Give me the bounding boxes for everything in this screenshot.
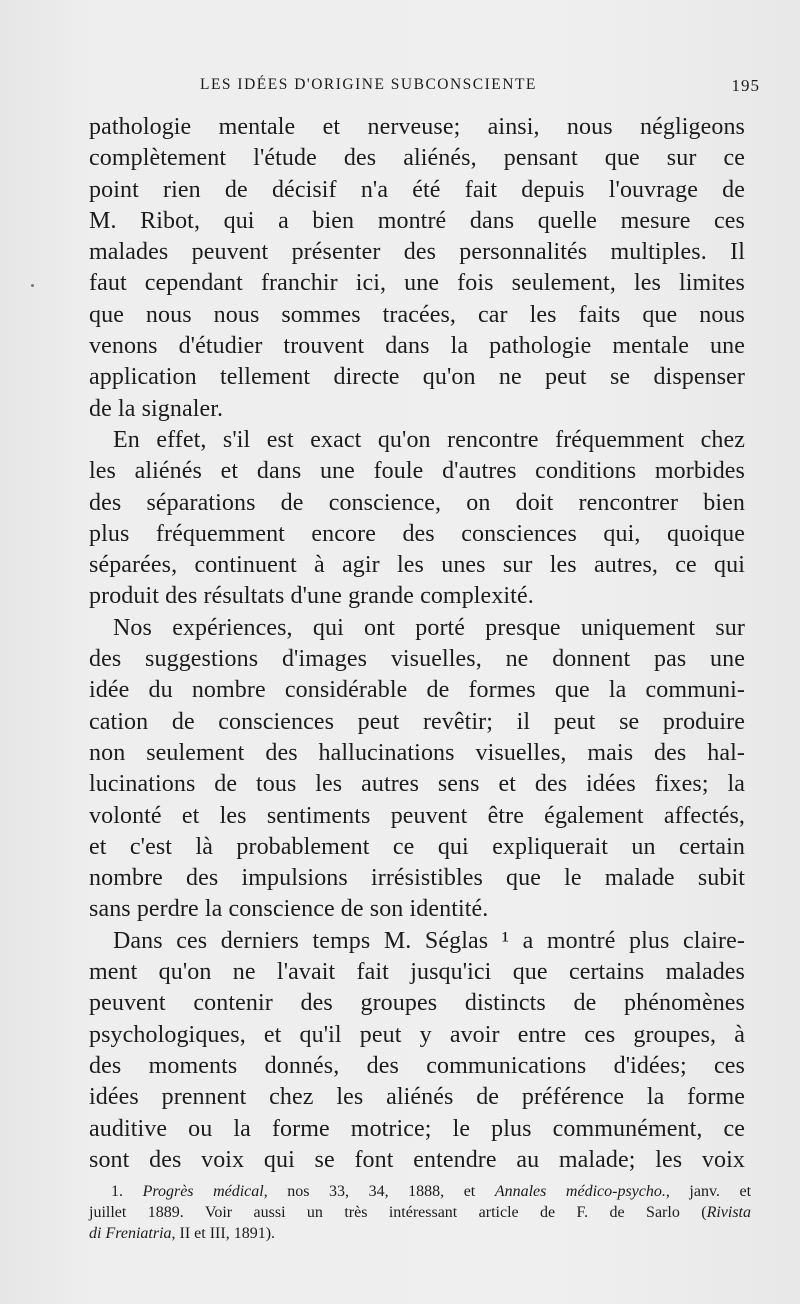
footnote-line: [89, 1223, 751, 1244]
footnote-line: [89, 1181, 751, 1202]
footnotes: [89, 1181, 751, 1244]
text-line: et c'est là probablement ce qui expliquerait un certain: [89, 833, 745, 860]
text-line: ment qu'on ne l'avait fait jusqu'ici que certains malades: [89, 959, 745, 986]
text-line: auditive ou la forme motrice; le plus communément, ce: [89, 1115, 745, 1142]
text-line: plus fréquemment encore des consciences qui, quoique: [89, 520, 745, 547]
footnote-text: , janv. et: [665, 1183, 752, 1200]
text-line: des suggestions d'images visuelles, ne donnent pas une: [89, 646, 745, 673]
text-line: idées prennent chez les aliénés de préférence la forme: [89, 1084, 745, 1111]
text-line: application tellement directe qu'on ne peut se dispenser: [89, 364, 745, 391]
text-line: séparées, continuent à agir les unes sur les autres, ce qui: [89, 552, 745, 579]
text-line: M. Ribot, qui a bien montré dans quelle mesure ces: [89, 207, 745, 234]
text-line: idée du nombre considérable de formes que la communi-: [89, 677, 745, 704]
footnote-journal: Rivista: [706, 1204, 751, 1221]
text-line: malades peuvent présenter des personnalités multiples. Il: [89, 239, 745, 266]
text-line: des moments donnés, des communications d'idées; ces: [89, 1052, 745, 1079]
text-line: sont des voix qui se font entendre au malade; les voix: [89, 1146, 745, 1173]
text-line: Dans ces derniers temps M. Séglas ¹ a montré plus claire-: [113, 927, 745, 954]
text-line: peuvent contenir des groupes distincts de phénomènes: [89, 990, 745, 1017]
footnote-text: , II et III, 1891).: [171, 1225, 276, 1242]
footnote-text: juillet 1889. Voir aussi un très intéressant article de F. de Sarlo (: [89, 1204, 707, 1221]
text-line: point rien de décisif n'a été fait depuis l'ouvrage de: [89, 176, 745, 203]
footnote-journal: di Freniatria: [89, 1225, 172, 1242]
text-line: de la signaler.: [89, 395, 224, 422]
text-line: que nous nous sommes tracées, car les faits que nous: [89, 301, 745, 328]
text-line: produit des résultats d'une grande complexité.: [89, 583, 534, 610]
text-line: les aliénés et dans une foule d'autres conditions morbides: [89, 458, 745, 485]
text-line: psychologiques, et qu'il peut y avoir entre ces groupes, à: [89, 1021, 745, 1048]
footnote-journal: Progrès médical: [142, 1183, 264, 1200]
text-line: sans perdre la conscience de son identité.: [89, 896, 489, 923]
text-line: volonté et les sentiments peuvent être également affectés,: [89, 802, 745, 829]
footnote-line: [89, 1202, 751, 1223]
text-line: lucinations de tous les autres sens et des idées fixes; la: [89, 771, 745, 798]
running-head: [90, 76, 770, 100]
text-line: Nos expériences, qui ont porté presque uniquement sur: [113, 614, 745, 641]
footnote-journal: Annales médico-psycho.: [494, 1183, 666, 1200]
body-text: [89, 112, 745, 1176]
text-line: venons d'étudier trouvent dans la pathologie mentale une: [89, 333, 745, 360]
text-line: cation de consciences peut revêtir; il peut se produire: [89, 708, 745, 735]
footnote-text: , nos 33, 34, 1888, et: [263, 1183, 476, 1200]
text-line: des séparations de conscience, on doit rencontrer bien: [89, 489, 745, 516]
text-line: nombre des impulsions irrésistibles que le malade subit: [89, 865, 745, 892]
text-line: En effet, s'il est exact qu'on rencontre fréquemment chez: [113, 426, 745, 453]
text-line: pathologie mentale et nerveuse; ainsi, nous négligeons: [89, 114, 745, 140]
text-line: complètement l'étude des aliénés, pensant que sur ce: [89, 145, 745, 172]
text-line: non seulement des hallucinations visuelles, mais des hal-: [89, 739, 745, 766]
text-line: faut cependant franchir ici, une fois seulement, les limites: [89, 270, 745, 297]
page-number: 195: [731, 76, 760, 95]
running-title: LES IDÉES D'ORIGINE SUBCONSCIENTE: [200, 76, 537, 93]
footnote-number: 1.: [111, 1183, 123, 1200]
margin-mark: [31, 284, 34, 287]
